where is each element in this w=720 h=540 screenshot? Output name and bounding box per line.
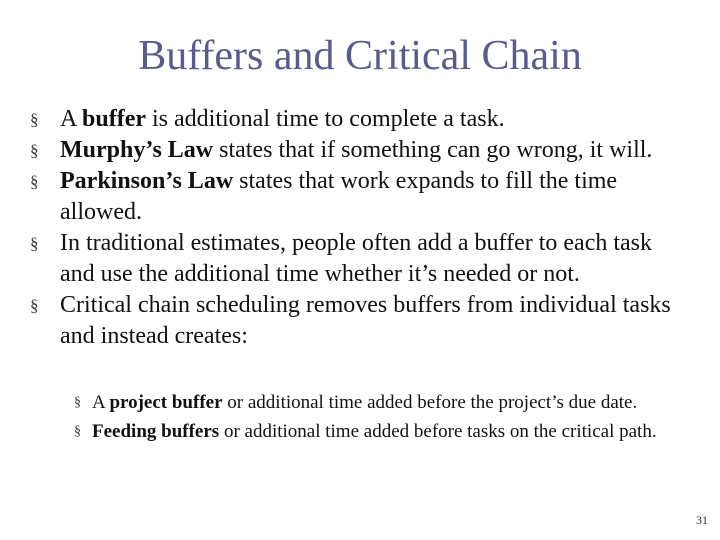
sub-bullet-item-feeding-buffers [74,419,678,444]
bullet-item-critical-chain [30,290,690,352]
bullet-text: A [60,106,83,132]
bullet-text: is additional time to complete a task. [146,106,505,132]
bullet-icon: § [30,234,39,253]
sub-bullet-icon: § [74,395,81,410]
bullet-bold-term: buffer [82,106,146,132]
sub-bullet-text: or additional time added before the project’s due date. [222,392,638,413]
bullet-icon: § [30,172,39,191]
bullet-list [30,104,690,352]
bullet-text: In traditional estimates, people often add a buffer to each task and use the additional time whether it’s needed or not. [60,230,653,287]
bullet-text: states that if something can go wrong, it will. [213,137,653,163]
bullet-icon: § [30,141,39,160]
sub-bullet-icon: § [74,424,81,439]
bullet-item-traditional-estimates [30,228,690,290]
sub-bullet-list [74,390,678,448]
sub-bullet-bold-term: Feeding buffers [92,421,220,442]
bullet-icon: § [30,110,39,129]
bullet-item-parkinsons-law [30,166,690,228]
sub-bullet-item-project-buffer [74,390,678,415]
sub-bullet-text: or additional time added before tasks on the critical path. [219,421,657,442]
sub-bullet-bold-term: project buffer [109,392,223,413]
bullet-text: states that work expands to fill the time allowed. [60,168,618,225]
bullet-bold-term: Murphy’s Law [60,137,214,163]
bullet-item-buffer [30,104,690,135]
bullet-bold-term: Parkinson’s Law [60,168,234,194]
slide-title: Buffers and Critical Chain [138,33,582,79]
bullet-text: Critical chain scheduling removes buffers from individual tasks and instead creates: [60,292,671,349]
page-number: 31 [696,513,708,527]
bullet-item-murphys-law [30,135,690,166]
bullet-icon: § [30,296,39,315]
sub-bullet-text: A [92,392,110,413]
